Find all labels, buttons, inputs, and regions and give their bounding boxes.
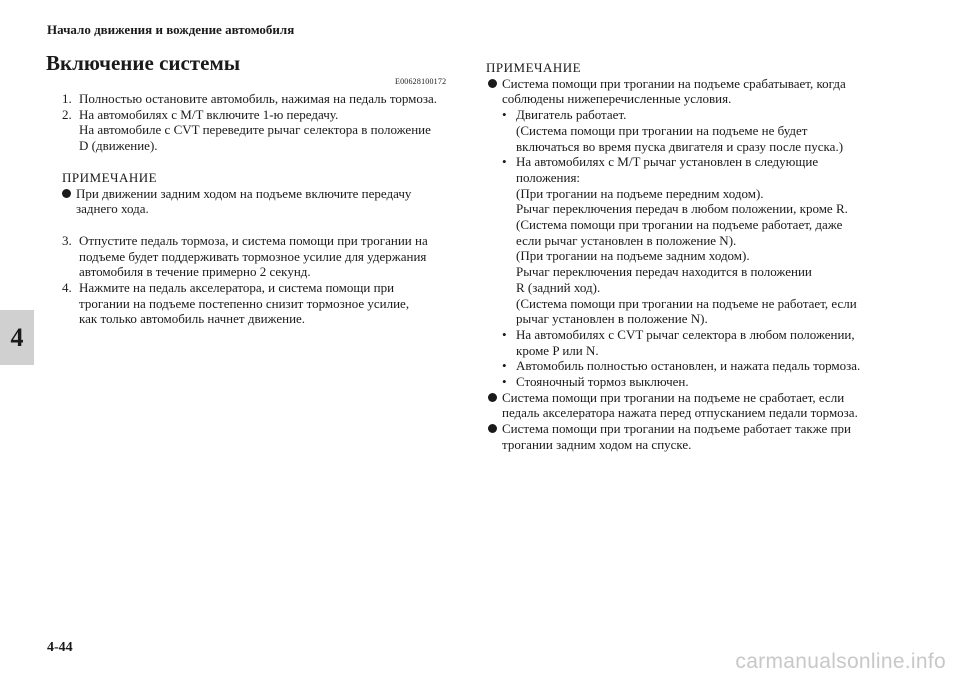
text-line: R (задний ход). xyxy=(516,279,601,295)
note-text xyxy=(76,186,462,217)
text-line: как только автомобиль начнет движение. xyxy=(79,311,306,327)
text-line: педаль акселератора нажата перед отпусканием педали тормоза. xyxy=(502,405,858,421)
text-line: Нажмите на педаль акселератора, и система помощи при xyxy=(79,280,395,296)
text-line: Отпустите педаль тормоза, и система помощи при трогании на xyxy=(79,232,428,248)
conditions-list xyxy=(502,107,901,390)
chapter-number: 4 xyxy=(10,322,24,352)
bullet-small-icon: • xyxy=(502,358,507,374)
step-item xyxy=(62,233,462,280)
text-line: соблюдены нижеперечисленные условия. xyxy=(502,91,732,107)
bullet-dot-icon xyxy=(60,186,76,217)
text-line: Полностью остановите автомобиль, нажимая на педаль тормоза. xyxy=(79,91,438,106)
text-line: На автомобилях с CVT рычаг селектора в любом положении, xyxy=(516,326,855,342)
steps-list-b xyxy=(62,233,462,327)
chapter-tab xyxy=(0,310,34,365)
steps-list-a xyxy=(62,91,462,154)
condition-text xyxy=(516,107,901,154)
text-line: рычаг установлен в положение N). xyxy=(516,311,708,327)
note-text xyxy=(502,390,901,421)
text-line: (Система помощи при трогании на подъеме не работает, если xyxy=(516,295,857,311)
text-line: включаться во время пуска двигателя и сразу после пуска.) xyxy=(516,138,844,154)
text-line: Автомобиль полностью остановлен, и нажата педаль тормоза. xyxy=(516,358,861,374)
text-line: (При трогании на подъеме передним ходом). xyxy=(516,185,764,201)
text-line: На автомобилях с M/T рычаг установлен в следующие xyxy=(516,154,819,170)
note-label: ПРИМЕЧАНИЕ xyxy=(62,169,158,185)
note-bullet-3 xyxy=(486,421,901,452)
text-line: положения: xyxy=(516,169,581,185)
text-line: заднего хода. xyxy=(76,201,149,217)
condition-item xyxy=(502,154,901,327)
bullet-small-icon: • xyxy=(502,374,507,390)
text-line: Система помощи при трогании на подъеме работает также при xyxy=(502,421,851,437)
note-bullet-2 xyxy=(486,390,901,421)
condition-item xyxy=(502,374,901,390)
left-column xyxy=(62,91,462,327)
bullet-small-icon: • xyxy=(502,154,507,170)
bullet-dot-icon xyxy=(486,76,502,390)
step-text xyxy=(79,233,462,280)
text-line: (Система помощи при трогании на подъеме не будет xyxy=(516,122,808,138)
step-item xyxy=(62,91,462,107)
right-column xyxy=(486,60,901,453)
text-line: Система помощи при трогании на подъеме не сработает, если xyxy=(502,389,845,405)
text-line: D (движение). xyxy=(79,138,158,154)
text-line: Двигатель работает. xyxy=(516,107,627,123)
step-number: 2. xyxy=(62,106,72,122)
text-line: (При трогании на подъеме задним ходом). xyxy=(516,248,750,264)
note-bullet xyxy=(60,186,462,217)
text-line: На автомобилях с M/T включите 1-ю передачу. xyxy=(79,106,339,122)
bullet-small-icon: • xyxy=(502,107,507,123)
text-line: кроме P или N. xyxy=(516,342,599,358)
text-line: Рычаг переключения передач находится в положении xyxy=(516,264,812,280)
condition-text xyxy=(516,154,901,327)
condition-text xyxy=(516,327,901,358)
text-line: трогании задним ходом на спуске. xyxy=(502,436,692,452)
condition-item xyxy=(502,107,901,154)
text-line: Система помощи при трогании на подъеме срабатывает, когда xyxy=(502,75,846,91)
text-line: Стояночный тормоз выключен. xyxy=(516,374,689,390)
note-text xyxy=(502,76,901,107)
text-line: На автомобиле с CVT переведите рычаг селектора в положение xyxy=(79,122,431,138)
condition-text xyxy=(516,358,901,374)
step-number: 3. xyxy=(62,232,72,248)
step-text xyxy=(79,107,462,154)
running-header: Начало движения и вождение автомобиля xyxy=(47,22,295,37)
condition-item xyxy=(502,358,901,374)
bullet-dot-icon xyxy=(486,390,502,421)
document-code: E00628100172 xyxy=(395,77,447,86)
page-number: 4-44 xyxy=(47,640,73,655)
bullet-small-icon: • xyxy=(502,326,507,342)
condition-item xyxy=(502,327,901,358)
step-text xyxy=(79,91,462,107)
step-number: 1. xyxy=(62,91,72,106)
bullet-dot-icon xyxy=(486,421,502,452)
step-text xyxy=(79,280,462,327)
text-line: (Система помощи при трогании на подъеме работает, даже xyxy=(516,217,843,233)
step-item xyxy=(62,107,462,154)
note-bullet-1 xyxy=(486,76,901,390)
section-title: Включение системы xyxy=(46,51,241,75)
text-line: подъеме будет поддерживать тормозное усилие для удержания xyxy=(79,248,427,264)
text-line: если рычаг установлен в положение N). xyxy=(516,232,737,248)
step-number: 4. xyxy=(62,280,72,296)
step-item xyxy=(62,280,462,327)
watermark: carmanualsonline.info xyxy=(735,650,946,673)
text-line: автомобиля в течение примерно 2 секунд. xyxy=(79,264,311,280)
condition-text xyxy=(516,374,901,390)
text-line: Рычаг переключения передач в любом положении, кроме R. xyxy=(516,201,848,217)
note-text xyxy=(502,421,901,452)
text-line: трогании на подъеме постепенно снизит тормозное усилие, xyxy=(79,295,410,311)
text-line: При движении задним ходом на подъеме включите передачу xyxy=(76,185,412,201)
note-label-right: ПРИМЕЧАНИЕ xyxy=(486,60,582,75)
